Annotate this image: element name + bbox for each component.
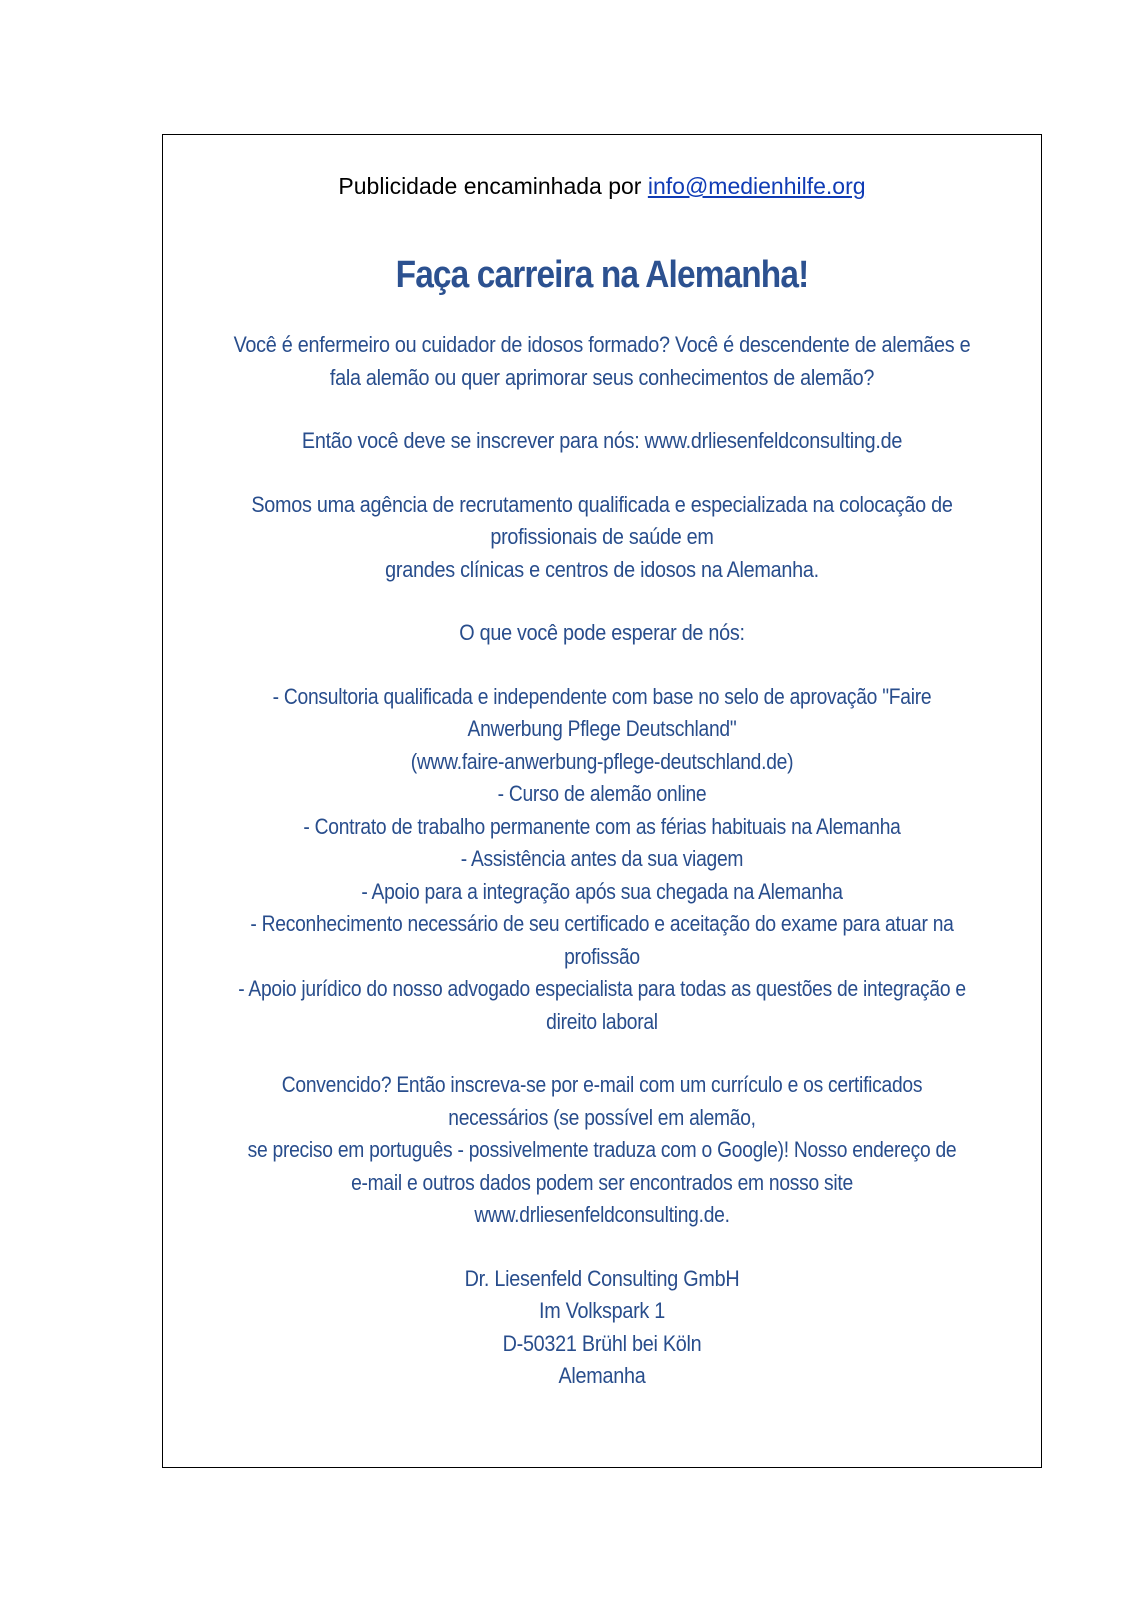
- forwarded-by-label: Publicidade encaminhada por: [338, 173, 648, 199]
- signup-line: Então você deve se inscrever para nós: www.drliesenfeldconsulting.de: [301, 428, 903, 453]
- ad-content: [163, 249, 1041, 1424]
- apply-line: necessários (se possível em alemão,: [448, 1104, 756, 1130]
- company-address: [207, 1263, 997, 1393]
- forwarded-by-line: [163, 171, 1041, 201]
- benefits-list: [218, 681, 986, 1039]
- apply-line: se preciso em português - possivelmente traduza com o Google)! Nosso endereço de: [247, 1137, 957, 1162]
- country: Alemanha: [558, 1363, 646, 1388]
- signup-paragraph: [207, 425, 997, 458]
- company-name: Dr. Liesenfeld Consulting GmbH: [464, 1265, 740, 1291]
- agency-line: grandes clínicas e centros de idosos na Alemanha.: [385, 556, 819, 582]
- advertisement-box: [162, 134, 1042, 1468]
- apply-line: Convencido? Então inscreva-se por e-mail com um currículo e os certificados: [281, 1072, 923, 1097]
- expect-heading: O que você pode esperar de nós:: [459, 620, 745, 645]
- benefit-line: - Apoio jurídico do nosso advogado especialista para todas as questões de integração e: [238, 976, 966, 1001]
- agency-line: profissionais de saúde em: [490, 524, 714, 549]
- benefit-line: profissão: [564, 943, 640, 969]
- street-address: Im Volkspark 1: [538, 1298, 666, 1323]
- apply-line: e-mail e outros dados podem ser encontrados em nosso site: [351, 1169, 853, 1195]
- apply-line: www.drliesenfeldconsulting.de.: [474, 1202, 730, 1227]
- benefit-line: - Reconhecimento necessário de seu certificado e aceitação do exame para atuar na: [250, 911, 954, 936]
- email-link[interactable]: info@medienhilfe.org: [647, 173, 866, 199]
- intro-paragraph: [207, 329, 997, 394]
- benefit-line: - Contrato de trabalho permanente com as férias habituais na Alemanha: [303, 813, 901, 839]
- expect-heading-paragraph: [207, 617, 997, 650]
- postal-city: D-50321 Brühl bei Köln: [502, 1330, 702, 1356]
- benefit-line: - Curso de alemão online: [497, 781, 707, 806]
- intro-line: fala alemão ou quer aprimorar seus conhecimentos de alemão?: [329, 364, 875, 390]
- benefit-line: direito laboral: [546, 1008, 658, 1034]
- agency-line: Somos uma agência de recrutamento qualificada e especializada na colocação de: [251, 491, 953, 517]
- benefit-line: (www.faire-anwerbung-pflege-deutschland.de): [410, 748, 794, 774]
- benefit-line: - Assistência antes da sua viagem: [460, 846, 744, 871]
- benefit-line: - Apoio para a integração após sua chegada na Alemanha: [361, 878, 843, 904]
- page-title: Faça carreira na Alemanha!: [395, 254, 809, 296]
- apply-paragraph: [218, 1069, 986, 1232]
- intro-line: Você é enfermeiro ou cuidador de idosos formado? Você é descendente de alemães e: [233, 332, 971, 357]
- agency-paragraph: [207, 489, 997, 587]
- benefit-line: Anwerbung Pflege Deutschland": [467, 716, 737, 741]
- benefit-line: - Consultoria qualificada e independente com base no selo de aprovação "Faire: [272, 683, 932, 709]
